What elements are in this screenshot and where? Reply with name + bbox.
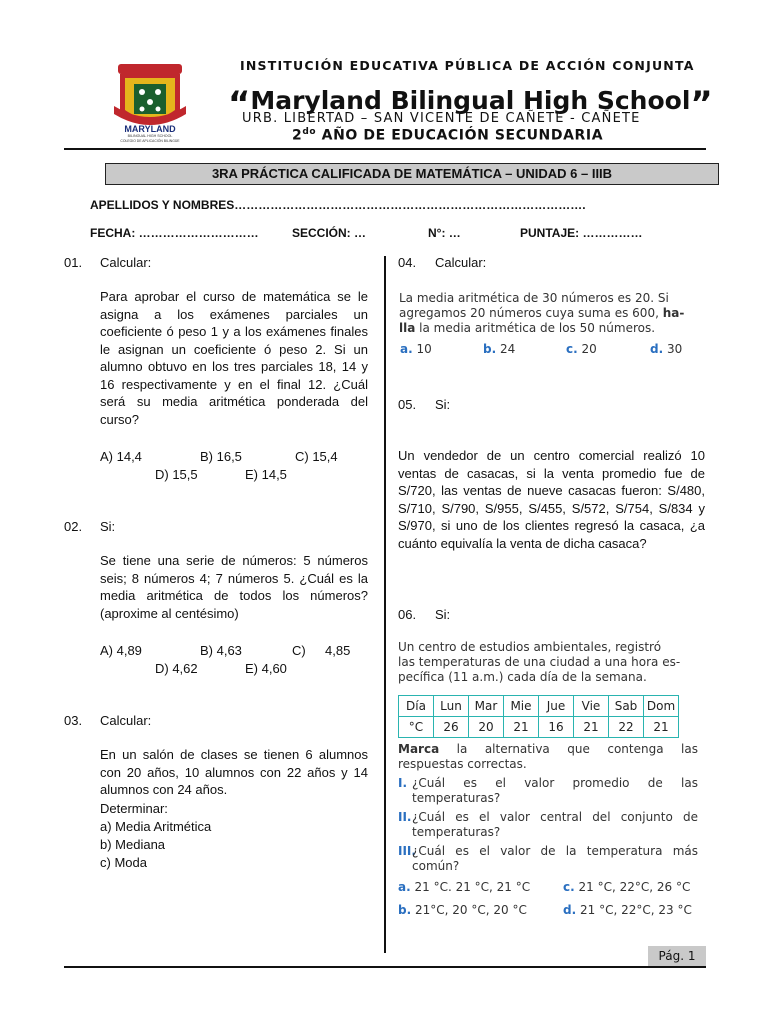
problem-04-line2-bold: ha- xyxy=(662,306,685,320)
problem-02-option-e: E) 4,60 xyxy=(245,661,287,676)
column-divider xyxy=(384,256,386,953)
problem-01-option-a: A) 14,4 xyxy=(100,449,142,464)
problem-02-option-d: D) 4,62 xyxy=(155,661,198,676)
problem-03-item-a: a) Media Aritmética xyxy=(100,819,212,834)
problem-06-intro-line2: las temperaturas de una ciudad a una hora es- xyxy=(398,655,681,669)
question-text-cont: temperaturas? xyxy=(412,825,501,839)
quote-open: “ xyxy=(228,84,251,124)
instruction-bold: Marca xyxy=(398,742,440,756)
option-letter: b. xyxy=(398,903,412,917)
table-cell: Día xyxy=(399,696,434,717)
table-cell: 16 xyxy=(539,717,574,738)
instruction-line1 xyxy=(398,742,698,757)
problem-06-question-2 xyxy=(398,810,698,840)
problem-04-head: Calcular: xyxy=(435,255,487,270)
option-letter: b. xyxy=(483,342,497,356)
header-divider xyxy=(64,148,706,150)
problem-06-option-a xyxy=(398,880,530,895)
problem-04-option-a xyxy=(400,342,432,357)
option-letter: c. xyxy=(566,342,578,356)
option-value: 21 °C, 22°C, 23 °C xyxy=(579,903,692,917)
instruction-line2: respuestas correctas. xyxy=(398,757,527,771)
section-field: SECCIÓN: … xyxy=(292,226,367,240)
option-value: 24 xyxy=(499,342,516,356)
problem-04-statement xyxy=(399,291,709,336)
table-cell: 20 xyxy=(469,717,504,738)
problem-03-determine: Determinar: xyxy=(100,801,168,816)
date-field: FECHA: ………………………… xyxy=(90,226,259,240)
problem-01-option-e: E) 14,5 xyxy=(245,467,287,482)
quote-close: ” xyxy=(690,84,713,124)
problem-01-option-d: D) 15,5 xyxy=(155,467,198,482)
question-text: ¿Cuál es el valor de la temperatura más xyxy=(412,844,698,858)
logo-sub2: COLEGIO DE APLICACIÓN BILINGÜE xyxy=(120,139,180,143)
logo-label: MARYLAND xyxy=(124,124,176,134)
problem-04-line1: La media aritmética de 30 números es 20. Si xyxy=(399,291,669,305)
option-letter: a. xyxy=(400,342,413,356)
problem-05-body: Un vendedor de un centro comercial realizó 10 ventas de casacas, si la venta promedio fue de S/720, las ventas de nueve casacas fueron: S/480, S/710, S/790, S/955, S/455, S/572, S/754, S/834 y S/970, si uno de los clientes regresó la casaca, ¿a cuánto equivalía la venta de dicha casaca? xyxy=(398,448,705,551)
problem-06-intro xyxy=(398,640,708,685)
score-field: PUNTAJE: …………… xyxy=(520,226,643,240)
question-label: III. xyxy=(398,844,416,858)
problem-02-head: Si: xyxy=(100,519,116,534)
table-cell: Mie xyxy=(504,696,539,717)
question-text-cont: común? xyxy=(412,859,460,873)
problem-04-number: 04. xyxy=(398,255,417,270)
question-label: I. xyxy=(398,776,408,790)
problem-03-item-b: b) Mediana xyxy=(100,837,166,852)
problem-06-question-1 xyxy=(398,776,698,806)
grade-suffix: do xyxy=(302,127,317,137)
table-cell: 21 xyxy=(644,717,679,738)
exam-title: 3RA PRÁCTICA CALIFICADA DE MATEMÁTICA – UNIDAD 6 – IIIB xyxy=(105,163,719,185)
number-field: N°: … xyxy=(428,226,461,240)
problem-04-option-c xyxy=(566,342,597,357)
problem-03-head: Calcular: xyxy=(100,713,152,728)
question-label: II. xyxy=(398,810,412,824)
problem-04-line3 xyxy=(399,321,709,336)
logo-sub: BILINGUAL HIGH SCHOOL xyxy=(127,134,173,138)
problem-04-option-d xyxy=(650,342,682,357)
problem-02-body: Se tiene una serie de números: 5 números seis; 8 números 4; 7 números 5. ¿Cuál es la media aritmética de todos los números? (aproxime al centésimo) xyxy=(100,553,368,621)
question-text-cont: temperaturas? xyxy=(412,791,501,805)
problem-03-body: En un salón de clases se tienen 6 alumnos con 20 años, 10 alumnos con 22 años y 14 alumnos con 24 años. xyxy=(100,747,368,797)
problem-06-instruction xyxy=(398,742,698,772)
grade-level xyxy=(292,127,603,144)
table-row xyxy=(399,696,679,717)
problem-03-item-c: c) Moda xyxy=(100,855,147,870)
grade-number: 2 xyxy=(292,127,303,144)
option-letter: a. xyxy=(398,880,411,894)
problem-02-option-c-value: 4,85 xyxy=(325,643,351,658)
school-crest-icon xyxy=(112,62,188,146)
problem-01-option-c: C) 15,4 xyxy=(295,449,338,464)
problem-06-option-b xyxy=(398,903,527,918)
problem-06-question-3 xyxy=(398,844,698,874)
problem-04-line2-text: agregamos 20 números cuya suma es 600, xyxy=(399,306,663,320)
question-text: ¿Cuál es el valor promedio de las xyxy=(412,776,698,790)
problem-06-number: 06. xyxy=(398,607,417,622)
table-cell: Vie xyxy=(574,696,609,717)
option-letter: d. xyxy=(650,342,664,356)
problem-01-number: 01. xyxy=(64,255,83,270)
problem-05-number: 05. xyxy=(398,397,417,412)
problem-04-option-b xyxy=(483,342,515,357)
problem-06-intro-line1: Un centro de estudios ambientales, registró xyxy=(398,640,662,654)
option-letter: c. xyxy=(563,880,575,894)
option-value: 10 xyxy=(416,342,432,356)
school-address: URB. LIBERTAD – SAN VICENTE DE CAÑETE - CAÑETE xyxy=(242,111,641,126)
institution-name: INSTITUCIÓN EDUCATIVA PÚBLICA DE ACCIÓN CONJUNTA xyxy=(240,58,695,73)
footer-divider xyxy=(64,966,706,968)
table-cell: 22 xyxy=(609,717,644,738)
problem-01-head: Calcular: xyxy=(100,255,152,270)
question-line xyxy=(398,810,698,825)
school-name-text: Maryland Bilingual High School xyxy=(250,86,691,115)
question-text: ¿Cuál es el valor central del conjunto de xyxy=(412,810,698,824)
problem-06-intro-line3: pecífica (11 a.m.) cada día de la semana. xyxy=(398,670,647,684)
table-cell: Mar xyxy=(469,696,504,717)
problem-02-option-a: A) 4,89 xyxy=(100,643,142,658)
table-cell: 21 xyxy=(574,717,609,738)
problem-05-head: Si: xyxy=(435,397,451,412)
problem-01-body: Para aprobar el curso de matemática se le asigna a los exámenes parciales un coeficiente ó peso 1 y a los exámenes finales le asignan un coeficiente ó peso 2. Si un alumno obtuvo en los tres parciales 18, 14 y 16 respectivamente y en el final 12. ¿Cuál será su media aritmética ponderada del curso? xyxy=(100,289,368,427)
temperature-table xyxy=(398,695,679,738)
table-cell: Dom xyxy=(644,696,679,717)
problem-04-line3-bold: lla xyxy=(399,321,416,335)
table-cell: °C xyxy=(399,717,434,738)
option-letter: d. xyxy=(563,903,577,917)
problem-06-option-d xyxy=(563,903,692,918)
option-value: 20 xyxy=(581,342,597,356)
problem-06-head: Si: xyxy=(435,607,451,622)
problem-01-option-b: B) 16,5 xyxy=(200,449,242,464)
table-cell: 26 xyxy=(434,717,469,738)
problem-02-number: 02. xyxy=(64,519,83,534)
problem-02-option-b: B) 4,63 xyxy=(200,643,242,658)
question-line xyxy=(398,776,698,791)
grade-text: AÑO DE EDUCACIÓN SECUNDARIA xyxy=(316,127,604,144)
option-value: 30 xyxy=(666,342,683,356)
table-row xyxy=(399,717,679,738)
problem-03-number: 03. xyxy=(64,713,83,728)
table-cell: Lun xyxy=(434,696,469,717)
table-cell: Jue xyxy=(539,696,574,717)
problem-04-line2 xyxy=(399,306,709,321)
problem-04-line3-text: la media aritmética de los 50 números. xyxy=(415,321,656,335)
question-line xyxy=(398,844,698,859)
page-number: Pág. 1 xyxy=(648,946,706,966)
problem-06-option-c xyxy=(563,880,690,895)
names-field: APELLIDOS Y NOMBRES……………………………………………………………………………. xyxy=(90,198,586,212)
table-cell: Sab xyxy=(609,696,644,717)
problem-02-option-c: C) xyxy=(292,643,306,658)
option-value: 21°C, 20 °C, 20 °C xyxy=(414,903,527,917)
option-value: 21 °C, 22°C, 26 °C xyxy=(578,880,691,894)
table-cell: 21 xyxy=(504,717,539,738)
instruction-text: la alternativa que contenga las xyxy=(439,742,698,756)
option-value: 21 °C. 21 °C, 21 °C xyxy=(414,880,531,894)
